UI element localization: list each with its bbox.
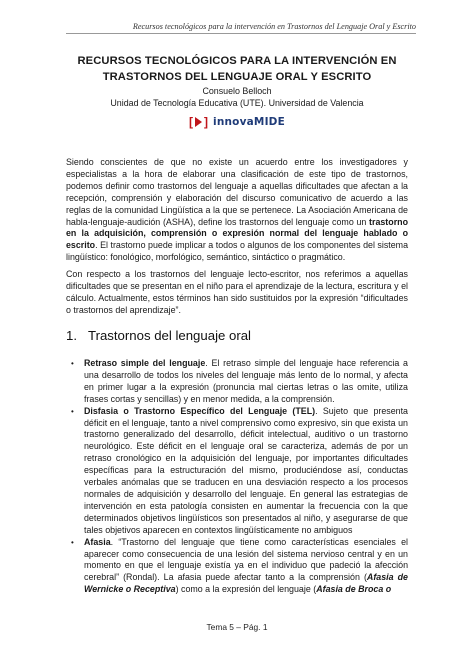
logo-play-icon bbox=[189, 115, 208, 129]
list-item-afasia-text-1: . “Trastorno del lenguaje que tiene como características esenciales el aparecer como consecuencia de una lesión del sistema nervioso central y en un momento en que el lenguaje existía ya en el individuo que padeció la afección cerebral” (Rondal). La afasia puede afectar tanto a la comprensión ( bbox=[84, 536, 408, 583]
list-item-afasia-wernicke: Afasia de Wernicke o Receptiva bbox=[84, 572, 408, 595]
list-item-afasia-text-2: ) como a la expresión del lenguaje ( bbox=[175, 584, 317, 595]
logo-bracket-left: [ bbox=[189, 115, 194, 129]
title-block bbox=[40, 53, 434, 130]
bullet-icon: • bbox=[71, 406, 74, 416]
document-title-line-2: TRASTORNOS DEL LENGUAJE ORAL Y ESCRITO bbox=[102, 71, 372, 83]
bullet-icon: • bbox=[71, 359, 74, 368]
paragraph-intro-bold: trastorno en la adquisición, comprensión o expresión normal del lenguaje hablado o escrito bbox=[66, 216, 408, 251]
paragraph-intro-text-2: . El trastorno puede implicar a todos o algunos de los componentes del sistema lingüístico: fonológico, morfológico, semántico, sintáctico o pragmático. bbox=[66, 240, 408, 263]
paragraph-lecto-escritor: Con respecto a los trastornos del lenguaje lecto-escritor, nos referimos a aquellas dificultades que se presentan en el niño para el aprendizaje de la lectura, escritura y el cálculo. Actualmente, estos términos han sido sustituidos por la expresión “dificultades o trastornos del aprendizaje”. bbox=[66, 269, 408, 315]
list-item-retraso-text: . El retraso simple del lenguaje hace referencia a una desarrollo de todos los niveles del lenguaje más lento de lo normal, y afecta en primer lugar a la expresión (pronuncia mal ciertas letras o las omite, utiliza frases cortas y sencillas) y en menor medida, a la comprensión. bbox=[84, 358, 408, 404]
list-item-retraso bbox=[71, 358, 408, 406]
list-item-disfasia-text: . Sujeto que presenta déficit en el lenguaje, tanto a nivel comprensivo como expresivo, sin que exista un trastorno generalizado del desarrollo, déficit intelectual, auditivo o un trastorno neurológico. Este déficit en el lenguaje oral se caracteriza, además de por un retraso cronológico en la adquisición del lenguaje, por importantes dificultades específicas para la estructuración del mismo, produciéndose así, conductas verbales anómalas que se traducen en una desviación respecto a los procesos normales de adquisición y desarrollo del lenguaje. En general las estrategias de intervención en esta patología consisten en aumentar la frecuencia con la que determinados objetivos lingüísticos son presentados al niño, y asegurarse de que tales objetivos aparecen en contextos lingüísticamente no ambiguos bbox=[84, 405, 408, 535]
section-title: Trastornos del lenguaje oral bbox=[88, 328, 251, 343]
author-name: Consuelo Belloch bbox=[202, 86, 272, 96]
logo-text: innovaMIDE bbox=[213, 116, 285, 128]
list-item-afasia bbox=[71, 536, 408, 597]
list-item-afasia-broca: Afasia de Broca o bbox=[316, 584, 392, 595]
paragraph-intro-text-1: Siendo conscientes de que no existe un acuerdo entre los investigadores y especialistas a la hora de elaborar una clasificación de este tipo de trastornos, podemos definir como trastornos del lenguaje a aquellas dificultades que afectan a la recepción, comprensión y elaboración del discurso comunicativo de acuerdo a las reglas de la comunidad Lingüística a la que se pertenece. La Asociación Americana de habla-lenguaje-audición (ASHA), define los trastornos del lenguaje como un bbox=[66, 157, 408, 227]
list-item-disfasia-term: Disfasia o Trastorno Específico del Lenguaje (TEL) bbox=[84, 405, 316, 416]
page-footer: Tema 5 – Pág. 1 bbox=[206, 622, 268, 632]
author-affiliation: Unidad de Tecnología Educativa (UTE). Universidad de Valencia bbox=[110, 97, 364, 108]
list-item-retraso-term: Retraso simple del lenguaje bbox=[84, 358, 206, 368]
list-item-disfasia bbox=[71, 405, 408, 537]
bullet-icon: • bbox=[71, 537, 74, 547]
logo-bracket-right: ] bbox=[204, 115, 209, 129]
list-item-afasia-term: Afasia bbox=[84, 536, 111, 547]
document-title-line-1: RECURSOS TECNOLÓGICOS PARA LA INTERVENCIÓN EN bbox=[77, 55, 397, 67]
running-header: Recursos tecnológicos para la intervención en Trastornos del Lenguaje Oral y Escrito bbox=[66, 22, 416, 34]
section-number: 1. bbox=[66, 328, 77, 343]
innovamide-logo bbox=[40, 114, 434, 130]
section-heading bbox=[66, 328, 251, 343]
paragraph-intro bbox=[66, 157, 408, 264]
play-icon bbox=[195, 117, 202, 127]
disorders-list bbox=[71, 358, 408, 596]
